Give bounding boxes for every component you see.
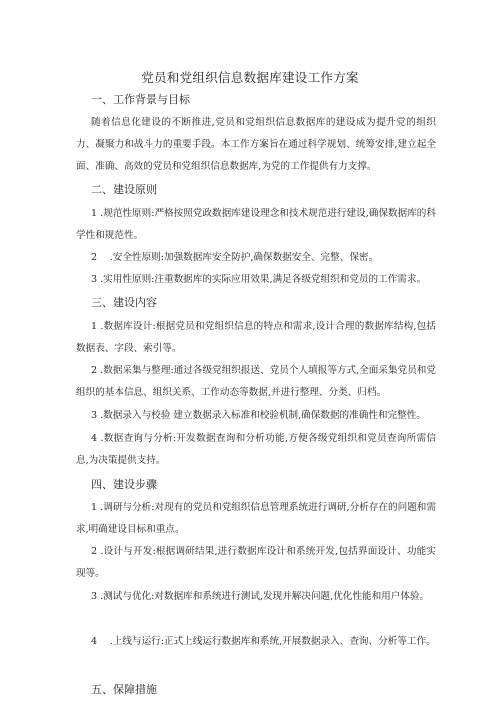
section-3-item-4: 4 .数据查询与分析:开发数据查询和分析功能,方便各级党组织和党员查询所需信息,为决策提供支持。 — [76, 433, 436, 466]
section-heading-2: 二、建设原则 — [91, 183, 157, 196]
section-3-item-2: 2 .数据采集与整理:通过各级党组织报送、党员个人填报等方式,全面采集党员和党组织的基本信息、组织关系、工作动态等数据,并进行整理、分类、归档。 — [76, 365, 436, 398]
section-1-paragraph-1: 随着信息化建设的不断推进,党员和党组织信息数据库的建设成为提升党的组织力、凝聚力和战斗力的重要手段。本工作方案旨在通过科学规划、统筹安排,建立起全面、准确、高效的党员和党组织信息数据库,为党的工作提供有力支撑。 — [76, 117, 436, 172]
section-4-item-3: 3 .测试与优化:对数据库和系统进行测试,发现并解决问题,优化性能和用户体验。 — [91, 591, 430, 602]
section-heading-4: 四、建设步骤 — [91, 478, 157, 491]
section-heading-5: 五、保障措施 — [91, 683, 157, 696]
section-2-item-3: 3 .实用性原则:注重数据库的实际应用效果,满足各级党组织和党员的工作需求。 — [91, 274, 427, 285]
section-3-item-3: 3 .数据录入与校验 建立数据录入标准和校验机制,确保数据的准确性和完整性。 — [91, 410, 426, 421]
section-heading-1: 一、工作背景与目标 — [91, 93, 190, 106]
document-title: 党员和党组织信息数据库建设工作方案 — [141, 70, 359, 85]
section-4-item-4: 4 .上线与运行:正式上线运行数据库和系统,开展数据录入、查询、分析等工作。 — [91, 636, 436, 647]
section-4-item-1: 1 .调研与分析:对现有的党员和党组织信息管理系统进行调研,分析存在的问题和需求,明确建设目标和重点。 — [76, 502, 436, 535]
section-heading-3: 三、建设内容 — [91, 296, 157, 309]
section-2-item-1: 1 .规范性原则:严格按照党政数据库建设理念和技术规范进行建设,确保数据库的科学性和规范性。 — [76, 208, 436, 241]
section-2-item-2: 2 .安全性原则:加强数据库安全防护,确保数据安全、完整、保密。 — [91, 252, 379, 263]
section-4-item-2: 2 .设计与开发:根据调研结果,进行数据库设计和系统开发,包括界面设计、功能实现等。 — [76, 546, 436, 579]
section-3-item-1: 1 .数据库设计:根据党员和党组织信息的特点和需求,设计合理的数据库结构,包括数据表、字段、索引等。 — [76, 321, 436, 354]
